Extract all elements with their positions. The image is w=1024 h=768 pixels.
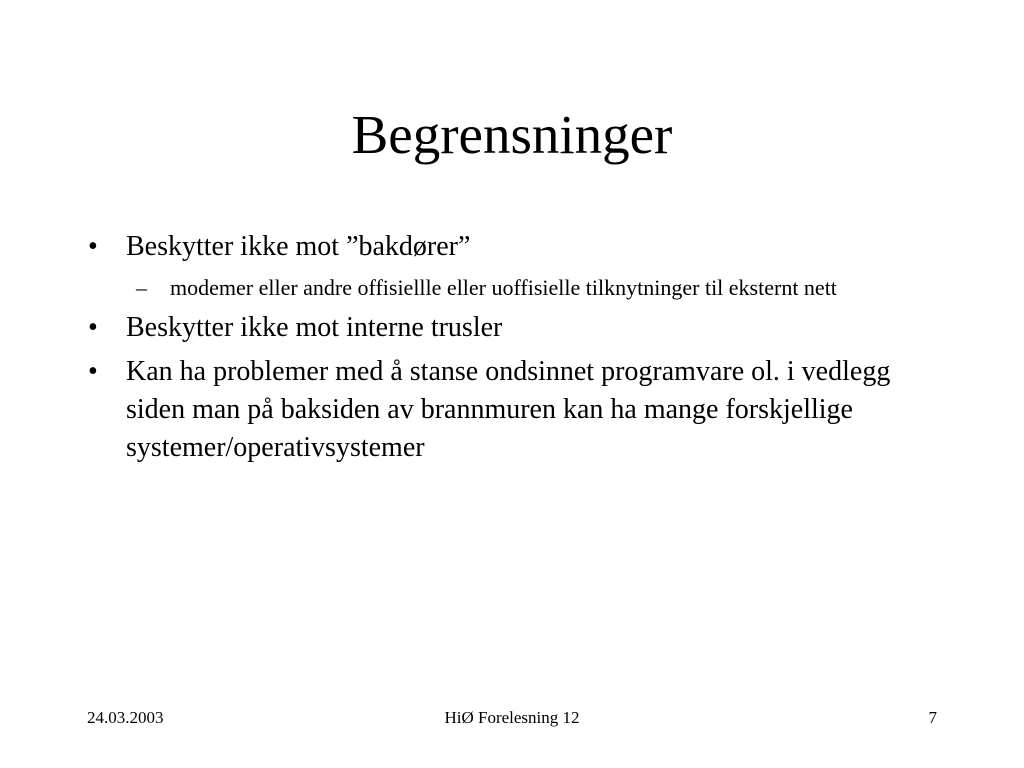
footer-course: HiØ Forelesning 12 xyxy=(444,708,580,727)
bullet-marker: • xyxy=(88,356,98,387)
bullet-text: Kan ha problemer med å stanse ondsinnet programvare ol. i vedlegg siden man på baksiden av brannmuren kan ha mange forskjellige systemer/operativsystemer xyxy=(126,356,891,463)
bullet-marker: • xyxy=(88,312,98,343)
bullet-list xyxy=(88,228,948,473)
bullet-text: Beskytter ikke mot interne trusler xyxy=(126,312,503,343)
footer-date: 24.03.2003 xyxy=(87,708,164,727)
bullet-item-3 xyxy=(88,353,948,467)
sub-bullet-marker: – xyxy=(136,275,147,300)
footer-page-number: 7 xyxy=(928,708,937,727)
sub-bullet-text: modemer eller andre offisiellle eller uoffisielle tilknytninger til eksternt nett xyxy=(170,275,837,300)
bullet-item-2 xyxy=(88,309,948,347)
sub-bullet-list xyxy=(126,272,948,303)
bullet-marker: • xyxy=(88,231,98,262)
bullet-item-1 xyxy=(88,228,948,303)
sub-bullet-item-1 xyxy=(126,272,910,303)
bullet-text: Beskytter ikke mot ”bakdører” xyxy=(126,231,471,262)
slide-title: Begrensninger xyxy=(351,104,673,165)
